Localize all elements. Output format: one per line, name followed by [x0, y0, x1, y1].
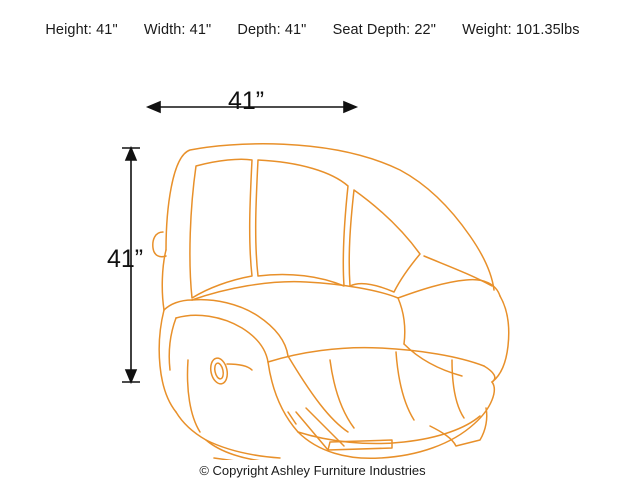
right-arm-front-edge	[398, 298, 405, 344]
spec-summary-bar	[0, 22, 625, 38]
recliner-handle-inner	[213, 362, 224, 379]
footrest-panel-seam-1	[330, 360, 354, 428]
width-arrow-head-right	[344, 102, 356, 112]
back-cushion-right-panel	[349, 190, 420, 292]
left-arm-inner-edge	[169, 318, 176, 370]
base-bottom-left	[206, 440, 300, 460]
left-base-outline	[176, 412, 280, 458]
backrest-left-edge	[162, 250, 166, 310]
mechanism-foot-bar	[328, 440, 392, 450]
left-panel-seam	[188, 360, 201, 432]
height-arrow-head-bottom	[126, 370, 136, 382]
height-arrow-head-top	[126, 148, 136, 160]
recliner-illustration	[153, 144, 509, 460]
back-cushion-left-panel	[190, 159, 252, 298]
backrest-top-outline	[166, 144, 494, 290]
back-cushion-center-panel	[256, 160, 348, 286]
spec-weight: Weight: 101.35lbs	[462, 22, 580, 38]
footrest-right-seam	[404, 344, 462, 376]
footrest-panel-seam-2	[396, 352, 414, 420]
left-wing-knob	[153, 232, 166, 257]
base-right-foot	[430, 408, 487, 446]
spec-depth: Depth: 41"	[237, 22, 307, 38]
footrest-right-cap	[484, 366, 495, 382]
spec-width: Width: 41"	[143, 22, 212, 38]
handle-connector	[227, 364, 252, 370]
footrest-panel-seam-3	[452, 360, 464, 418]
spec-seat-depth: Seat Depth: 22"	[332, 22, 436, 38]
mechanism-bracket	[288, 412, 296, 424]
spec-height: Height: 41"	[45, 22, 118, 38]
left-arm-back-join	[164, 300, 192, 310]
right-arm-outer	[492, 296, 509, 382]
mechanism-leg-1	[296, 412, 328, 450]
left-arm-top-roll	[192, 300, 288, 356]
diagram-svg	[0, 60, 625, 460]
width-arrow-head-left	[148, 102, 160, 112]
width-dimension-label: 41”	[228, 87, 265, 115]
recliner-handle-outer	[208, 357, 229, 386]
copyright-notice: © Copyright Ashley Furniture Industries	[199, 463, 426, 478]
height-dimension-label: 41”	[107, 245, 144, 273]
mechanism-leg-2	[306, 408, 344, 446]
recliner-dimension-diagram	[0, 60, 625, 460]
left-arm-inner-roll	[176, 315, 268, 362]
